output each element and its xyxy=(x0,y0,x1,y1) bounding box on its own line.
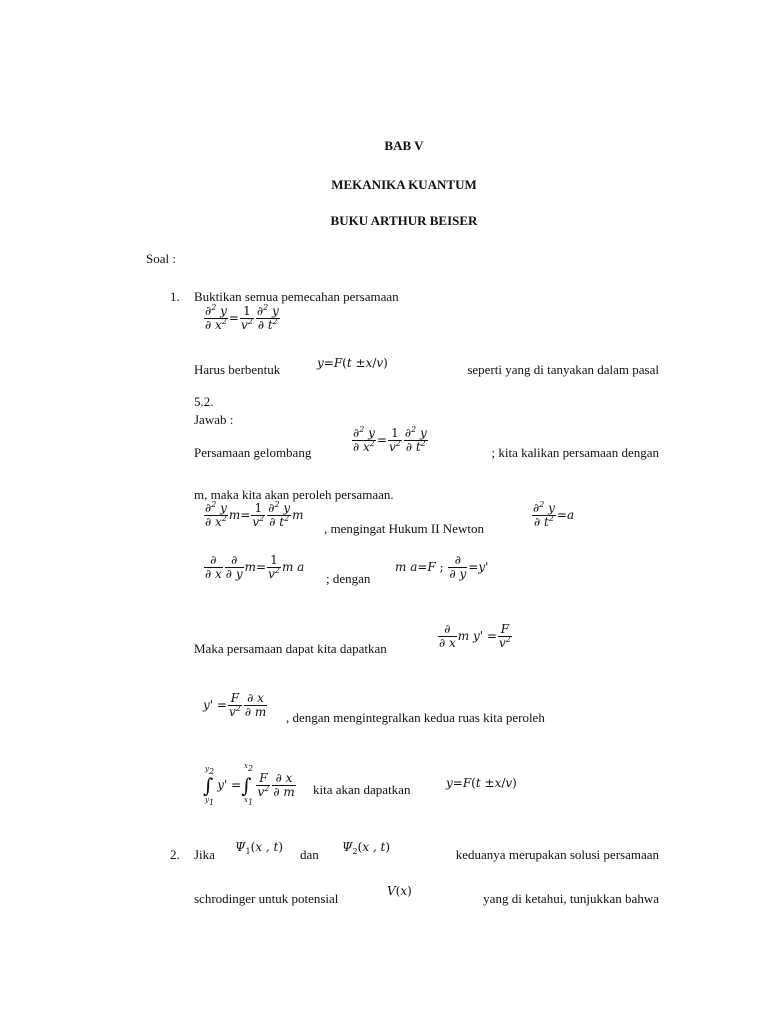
q1-pasal: 5.2. xyxy=(194,394,214,409)
q1-persamaan-gelombang: Persamaan gelombang xyxy=(194,445,312,460)
q1-mengingat: , mengingat Hukum II Newton xyxy=(324,521,484,536)
wave-equation: $\frac{\partial^2 y}{\partial x^2}$ = $\frac{1}{v^2}$ $\frac{\partial^2 y}{\partial t^2}$ xyxy=(205,303,279,332)
q2-number: 2. xyxy=(170,847,180,862)
q2-keduanya: keduanya merupakan solusi persamaan xyxy=(455,847,659,862)
psi-1: $\Psi_1(x$ , t) xyxy=(235,840,284,856)
q1-jawab: Jawab : xyxy=(194,412,234,427)
wave-equation-m: $\frac{\partial^2 y}{\partial x^2}$ m= $\frac{1}{v^2}$ $\frac{\partial^2 y}{\partial t^2}$ m xyxy=(205,500,304,529)
q2-dan: dan xyxy=(300,847,319,862)
solution-form-2: y=F(t ±x/v) xyxy=(446,776,517,790)
wave-equation-2: $\frac{\partial^2 y}{\partial x^2}$ = $\frac{1}{v^2}$ $\frac{\partial^2 y}{\partial t^2}$ xyxy=(353,425,427,454)
q1-m-maka: m, maka kita akan peroleh persamaan. xyxy=(194,487,394,502)
q1-maka-persamaan: Maka persamaan dapat kita dapatkan xyxy=(194,641,387,656)
y-prime-equation: y' = $\frac{F}{v^2}$ $\frac{\partial x}{\partial m}$ xyxy=(203,691,267,719)
solution-form: y=F(t ±x/v) xyxy=(317,356,388,370)
book-heading: BUKU ARTHUR BEISER xyxy=(330,213,478,228)
potential: V(x) xyxy=(387,884,412,898)
partial-equation: $\frac{\partial}{\partial x}$ $\frac{\partial}{\partial y}$ m= $\frac{1}{v^2}$ m a xyxy=(205,553,305,581)
newton-acceleration: $\frac{\partial^2 y}{\partial t^2}$ =a xyxy=(533,500,575,529)
q1-seperti: seperti yang di tanyakan dalam pasal xyxy=(467,362,659,377)
q1-kita-akan: kita akan dapatkan xyxy=(313,782,411,797)
chapter-heading: BAB V xyxy=(384,138,424,153)
psi-2: $\Psi_2(x$ , t) xyxy=(342,840,391,856)
derived-equation: $\frac{\partial}{\partial x}$ m y' = $\frac{F}{v^2}$ xyxy=(439,622,511,650)
force-relation: m a=F ; $\frac{\partial}{\partial y}$ =y' xyxy=(395,553,489,581)
q1-harus: Harus berbentuk xyxy=(194,362,281,377)
q2-schrodinger: schrodinger untuk potensial xyxy=(194,891,339,906)
q1-intro: Buktikan semua pemecahan persamaan xyxy=(194,289,399,304)
subject-heading: MEKANIKA KUANTUM xyxy=(331,177,477,192)
integral-equation: $y_2$ $y_1$ $x_2$ $x_1$ ∫ y' =∫ $\frac{F}{v^2}$ $\frac{\partial x}{\partial m}$ xyxy=(203,762,295,807)
q2-yang-di: yang di ketahui, tunjukkan bahwa xyxy=(483,891,659,906)
q1-number: 1. xyxy=(170,289,180,304)
q1-mengintegralkan: , dengan mengintegralkan kedua ruas kita peroleh xyxy=(286,710,545,725)
soal-label: Soal : xyxy=(146,251,176,266)
q1-kita-kalikan: ; kita kalikan persamaan dengan xyxy=(491,445,659,460)
q2-jika: Jika xyxy=(194,847,215,862)
q1-dengan: ; dengan xyxy=(326,571,371,586)
